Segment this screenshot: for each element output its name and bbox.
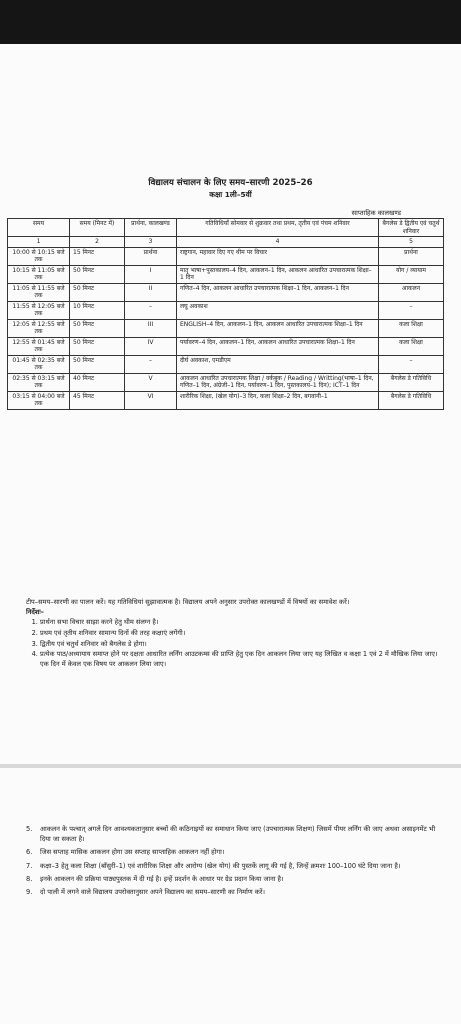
direction-text: इनके आकलन की प्रक्रिया पाठ्यपुस्तक में दी गई है। इन्हें प्रदर्शन के आधार पर ग्रेड प्रदान किया जाना है। xyxy=(40,874,284,883)
cell-minutes: 40 मिनट xyxy=(70,373,125,391)
cell-time: 10:15 से 11:05 बजे तक xyxy=(8,265,70,283)
table-row xyxy=(8,247,444,265)
cell-time: 12:05 से 12:55 बजे तक xyxy=(8,319,70,337)
direction-item xyxy=(26,887,444,897)
document-title: विद्यालय संचालन के लिए समय–सारणी 2025–26 xyxy=(148,178,313,188)
direction-number: 9. xyxy=(26,888,33,897)
col-number: 5 xyxy=(379,237,444,248)
cell-minutes: 50 मिनट xyxy=(70,355,125,373)
cell-activity: शारीरिक शिक्षा, (खेल योग)–3 दिन, कला शिक्षा–2 दिन, बगवानी–1 xyxy=(177,391,379,409)
cell-time: 11:05 से 11:55 बजे तक xyxy=(8,283,70,301)
weekly-label: साप्ताहिक कालखण्ड xyxy=(351,209,401,217)
cell-period: – xyxy=(125,355,177,373)
column-number-row xyxy=(8,237,444,248)
direction-item: 2. प्रथम एवं तृतीय शनिवार सामान्य दिनों की तरह कक्षाएं लगेंगी। xyxy=(40,629,444,639)
top-bar xyxy=(0,0,461,44)
directions-continued xyxy=(26,824,444,900)
direction-item: 3. द्वितीय एवं चतुर्थ शनिवार को बैगलेस डे होगा। xyxy=(40,640,444,650)
col-number: 1 xyxy=(8,237,70,248)
direction-item: 4. प्रत्येक पाठ/अध्यायाय समाप्त होने पर दक्षता आधारित लर्निंग आउटकम्स की प्राप्ति हेतु एक दिन आकलन लिया जाए यह लिखित व कक्षा 1 एवं 2 में मौखिक लिया जाए। एक दिन में केवल एक विषय पर आकलन लिया जाए। xyxy=(40,650,444,670)
cell-bagless: योग / व्यायाम xyxy=(379,265,444,283)
cell-period: IV xyxy=(125,337,177,355)
cell-bagless: आकलन xyxy=(379,283,444,301)
direction-text: आकलन के पश्चात् अगले दिन आवश्यकतानुसार बच्चों की कठिनाइयों का समाधान किया जाए (उपचारात्मक शिक्षण) जिसमें पीयर लर्निंग की जाए अथवा असाइनमेंट भी दिया जा सकता है। xyxy=(40,825,436,844)
directions-heading: निर्देशः– xyxy=(26,607,44,616)
direction-number: 8. xyxy=(26,874,33,883)
table-row xyxy=(8,337,444,355)
cell-minutes: 45 मिनट xyxy=(70,391,125,409)
cell-bagless: बैगलेस डे गतिविधि xyxy=(379,373,444,391)
header-period: प्रार्थना, कालखण्ड xyxy=(125,219,177,237)
document-subtitle: कक्षा 1ली–5वीं xyxy=(209,190,252,199)
cell-bagless: – xyxy=(379,355,444,373)
cell-activity: गणित–4 दिन, आकलन आधारित उपचारात्मक शिक्षा–1 दिन, आकलन–1 दिन xyxy=(177,283,379,301)
table-header-row xyxy=(8,219,444,237)
header-activities: गतिविधियाँ सोमवार से शुक्रवार तथा प्रथम, तृतीय एवं पंचम शनिवार xyxy=(177,219,379,237)
cell-time: 01:45 से 02:35 बजे तक xyxy=(8,355,70,373)
header-minutes: समय (मिनट में) xyxy=(70,219,125,237)
cell-activity: पर्यावरण–4 दिन, आकलन–1 दिन, आकलन आधारित उपचारात्मक शिक्षा–1 दिन xyxy=(177,337,379,355)
cell-time: 12:55 से 01:45 बजे तक xyxy=(8,337,70,355)
cell-activity: ENGLISH–4 दिन, आकलन–1 दिन, आकलन आधारित उपचारात्मक शिक्षा–1 दिन xyxy=(177,319,379,337)
cell-time: 03:15 से 04:00 बजे तक xyxy=(8,391,70,409)
table-row xyxy=(8,301,444,319)
cell-period: VI xyxy=(125,391,177,409)
table-row xyxy=(8,265,444,283)
cell-minutes: 50 मिनट xyxy=(70,283,125,301)
note-text: टीप–समय–सारणी का पालन करें। यह गतिविधियां सुझावात्मक है। विद्यालय अपने अनुसार उपरोक्त कालखण्डों में विषयों का समावेश करें। xyxy=(26,598,350,606)
cell-period: प्रार्थना xyxy=(125,247,177,265)
table-row xyxy=(8,391,444,409)
header-bagless: बैगलेस डे द्वितीय एवं चतुर्थ शनिवार xyxy=(379,219,444,237)
col-number: 4 xyxy=(177,237,379,248)
table-row xyxy=(8,283,444,301)
direction-number: 7. xyxy=(26,861,33,870)
direction-text: कक्षा–3 हेतु कला शिक्षा (बाँसुरी–1) एवं शारीरिक शिक्षा और आरोग्य (खेल योग) की पुस्तकें लागू की गई है, जिन्हें क्रमशः 100–100 घंटे दिया जाना है। xyxy=(40,861,401,870)
direction-text: जिस सप्ताह मासिक आकलन होगा उस सप्ताह साप्ताहिक आकलन नहीं होगा। xyxy=(40,848,225,857)
cell-time: 10:00 से 10:15 बजे तक xyxy=(8,247,70,265)
col-number: 2 xyxy=(70,237,125,248)
cell-bagless: कला शिक्षा xyxy=(379,319,444,337)
notes-section xyxy=(26,598,444,671)
directions-list xyxy=(26,618,444,670)
cell-period: II xyxy=(125,283,177,301)
direction-text: दो पाली में लगने वाले विद्यालय उपरोक्तानुसार अपने विद्यालय का समय–सारणी का निर्माण करें। xyxy=(40,888,265,897)
cell-time: 02:35 से 03:15 बजे तक xyxy=(8,373,70,391)
cell-bagless: – xyxy=(379,301,444,319)
table-row xyxy=(8,373,444,391)
cell-bagless: बैगलेस डे गतिविधि xyxy=(379,391,444,409)
direction-item xyxy=(26,874,444,884)
cell-bagless: प्रार्थना xyxy=(379,247,444,265)
table-row xyxy=(8,319,444,337)
direction-item xyxy=(26,824,444,844)
cell-time: 11:55 से 12:05 बजे तक xyxy=(8,301,70,319)
direction-item xyxy=(26,861,444,871)
direction-number: 5. xyxy=(26,825,33,833)
cell-period: III xyxy=(125,319,177,337)
cell-minutes: 50 मिनट xyxy=(70,337,125,355)
cell-activity: मातृ भाषा+पुस्तकालय–4 दिन, आकलन–1 दिन, आकलन आधारित उपचारात्मक शिक्षा–1 दिन xyxy=(177,265,379,283)
direction-item: 1. प्रार्थना सभा विचार साझा करने हेतु थीम संलग्न है। xyxy=(40,618,444,628)
cell-activity: राष्ट्रगान, महावार दिए गए थीम पर विचार xyxy=(177,247,379,265)
direction-item xyxy=(26,847,444,857)
cell-minutes: 15 मिनट xyxy=(70,247,125,265)
cell-minutes: 50 मिनट xyxy=(70,265,125,283)
table-row xyxy=(8,355,444,373)
cell-activity: लघु अवकाश xyxy=(177,301,379,319)
cell-period: – xyxy=(125,301,177,319)
cell-activity: दीर्घ अवकाश, एमडीएम xyxy=(177,355,379,373)
cell-activity: आकलन आधारित उपचारात्मक शिक्षा / वर्कबुक / Reading / Writting(भाषा–1 दिन, गणित–1 दिन, अंग्रेजी–1 दिन, पर्यावरण–1 दिन, पुस्तकालय–1 दिन); ICT–1 दिन xyxy=(177,373,379,391)
header-time: समय xyxy=(8,219,70,237)
timetable xyxy=(7,218,444,410)
cell-period: I xyxy=(125,265,177,283)
direction-number: 6. xyxy=(26,848,33,857)
cell-minutes: 10 मिनट xyxy=(70,301,125,319)
cell-bagless: कला शिक्षा xyxy=(379,337,444,355)
col-number: 3 xyxy=(125,237,177,248)
cell-period: V xyxy=(125,373,177,391)
cell-minutes: 50 मिनट xyxy=(70,319,125,337)
